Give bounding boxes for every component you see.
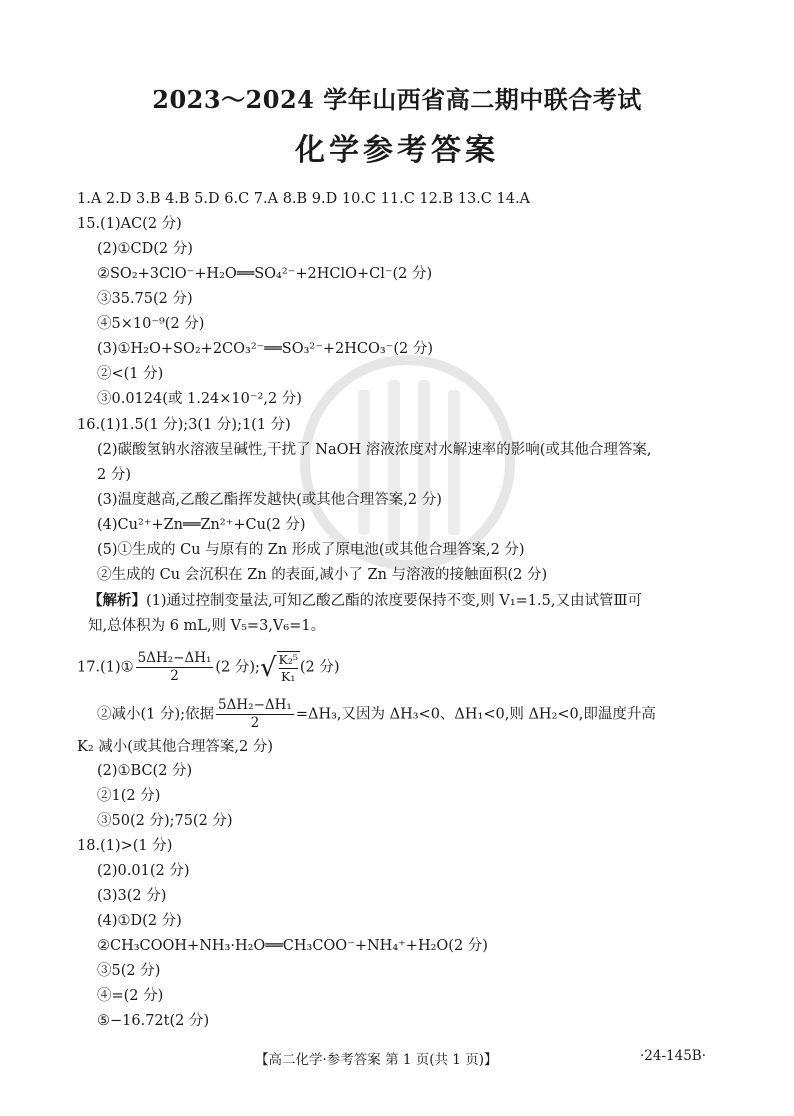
q17-1a bbox=[77, 650, 340, 685]
q15-1: 15.(1)AC(2 分) bbox=[77, 216, 182, 232]
q17-sqrt-numerator: K₂⁵ bbox=[278, 651, 298, 667]
q18-4e: ⑤−16.72t(2 分) bbox=[97, 1013, 210, 1029]
analysis-line-1 bbox=[88, 591, 642, 611]
analysis-line-2: 知,总体积为 6 mL,则 V₅=3,V₆=1。 bbox=[88, 618, 326, 634]
q17-1b-frac-numerator: 5ΔH₂−ΔH₁ bbox=[218, 697, 292, 713]
q16-3: (3)温度越高,乙酸乙酯挥发越快(或其他合理答案,2 分) bbox=[97, 492, 442, 508]
q15-3a: (3)①H₂O+SO₂+2CO₃²⁻══SO₃²⁻+2HCO₃⁻(2 分) bbox=[97, 341, 433, 357]
exam-title: 2023～2024 学年山西省高二期中联合考试 bbox=[152, 85, 642, 114]
q17-frac-denominator: 2 bbox=[170, 668, 179, 684]
footer-page-info: 【高二化学·参考答案 第 1 页(共 1 页)】 bbox=[255, 1052, 498, 1068]
q16-2b: 2 分) bbox=[97, 467, 131, 483]
watermark-seal bbox=[300, 355, 515, 570]
q18-1: 18.(1)>(1 分) bbox=[77, 838, 173, 854]
watermark-bar bbox=[358, 390, 370, 535]
q17-1b bbox=[97, 697, 656, 732]
q17-sqrt-denominator: K₁ bbox=[281, 668, 296, 684]
q16-1: 16.(1)1.5(1 分);3(1 分);1(1 分) bbox=[77, 417, 291, 433]
q17-mid: (2 分); bbox=[215, 659, 260, 676]
q18-4c: ③5(2 分) bbox=[97, 963, 161, 979]
q17-1b-fraction bbox=[216, 697, 294, 732]
q17-2a: (2)①BC(2 分) bbox=[97, 763, 193, 779]
q15-2d: ④5×10⁻⁹(2 分) bbox=[97, 316, 205, 332]
q17-frac-numerator: 5ΔH₂−ΔH₁ bbox=[137, 650, 212, 666]
q18-4a: (4)①D(2 分) bbox=[97, 913, 182, 929]
q17-1c: K₂ 减小(或其他合理答案,2 分) bbox=[77, 739, 274, 755]
q17-prefix: 17.(1)① bbox=[77, 659, 134, 676]
q17-sqrt bbox=[260, 651, 300, 685]
q17-2c: ③50(2 分);75(2 分) bbox=[97, 813, 233, 829]
sqrt-sign-icon: √ bbox=[259, 652, 277, 683]
watermark-bar bbox=[418, 380, 430, 545]
document-title: 化学参考答案 bbox=[295, 133, 499, 168]
footer-code: ·24-145B· bbox=[640, 1048, 707, 1064]
q16-2a: (2)碳酸氢钠水溶液呈碱性,干扰了 NaOH 溶液浓度对水解速率的影响(或其他合理答案, bbox=[97, 442, 652, 458]
q15-3c: ③0.0124(或 1.24×10⁻²,2 分) bbox=[97, 391, 302, 407]
analysis-label: 【解析】 bbox=[88, 592, 146, 609]
q18-3: (3)3(2 分) bbox=[97, 888, 167, 904]
mc-answers: 1.A 2.D 3.B 4.B 5.D 6.C 7.A 8.B 9.D 10.C 11.C 12.B 13.C 14.A bbox=[77, 191, 531, 207]
q15-2a: (2)①CD(2 分) bbox=[97, 241, 193, 257]
analysis-text: (1)通过控制变量法,可知乙酸乙酯的浓度要保持不变,则 V₁=1.5,又由试管Ⅲ可 bbox=[146, 593, 642, 609]
q18-2: (2)0.01(2 分) bbox=[97, 863, 190, 879]
q18-4b: ②CH₃COOH+NH₃·H₂O══CH₃COO⁻+NH₄⁺+H₂O(2 分) bbox=[97, 938, 488, 954]
q18-4d: ④=(2 分) bbox=[97, 988, 164, 1004]
q16-5b: ②生成的 Cu 会沉积在 Zn 的表面,减小了 Zn 与溶液的接触面积(2 分) bbox=[97, 567, 548, 583]
q17-1b-pre: ②减小(1 分);依据 bbox=[97, 706, 215, 723]
watermark-bar bbox=[448, 390, 460, 535]
q17-2b: ②1(2 分) bbox=[97, 788, 161, 804]
q17-1b-post: =ΔH₃,又因为 ΔH₃<0、ΔH₁<0,则 ΔH₂<0,即温度升高 bbox=[295, 706, 656, 723]
q17-end: (2 分) bbox=[299, 659, 340, 676]
q15-2c: ③35.75(2 分) bbox=[97, 291, 193, 307]
q15-3b: ②<(1 分) bbox=[97, 366, 164, 382]
q17-1b-frac-denominator: 2 bbox=[250, 715, 260, 731]
watermark-bar bbox=[388, 380, 400, 545]
q16-4: (4)Cu²⁺+Zn══Zn²⁺+Cu(2 分) bbox=[97, 517, 306, 533]
q16-5a: (5)①生成的 Cu 与原有的 Zn 形成了原电池(或其他合理答案,2 分) bbox=[97, 542, 525, 558]
q17-fraction bbox=[136, 650, 214, 685]
q15-2b: ②SO₂+3ClO⁻+H₂O══SO₄²⁻+2HClO+Cl⁻(2 分) bbox=[97, 266, 433, 282]
